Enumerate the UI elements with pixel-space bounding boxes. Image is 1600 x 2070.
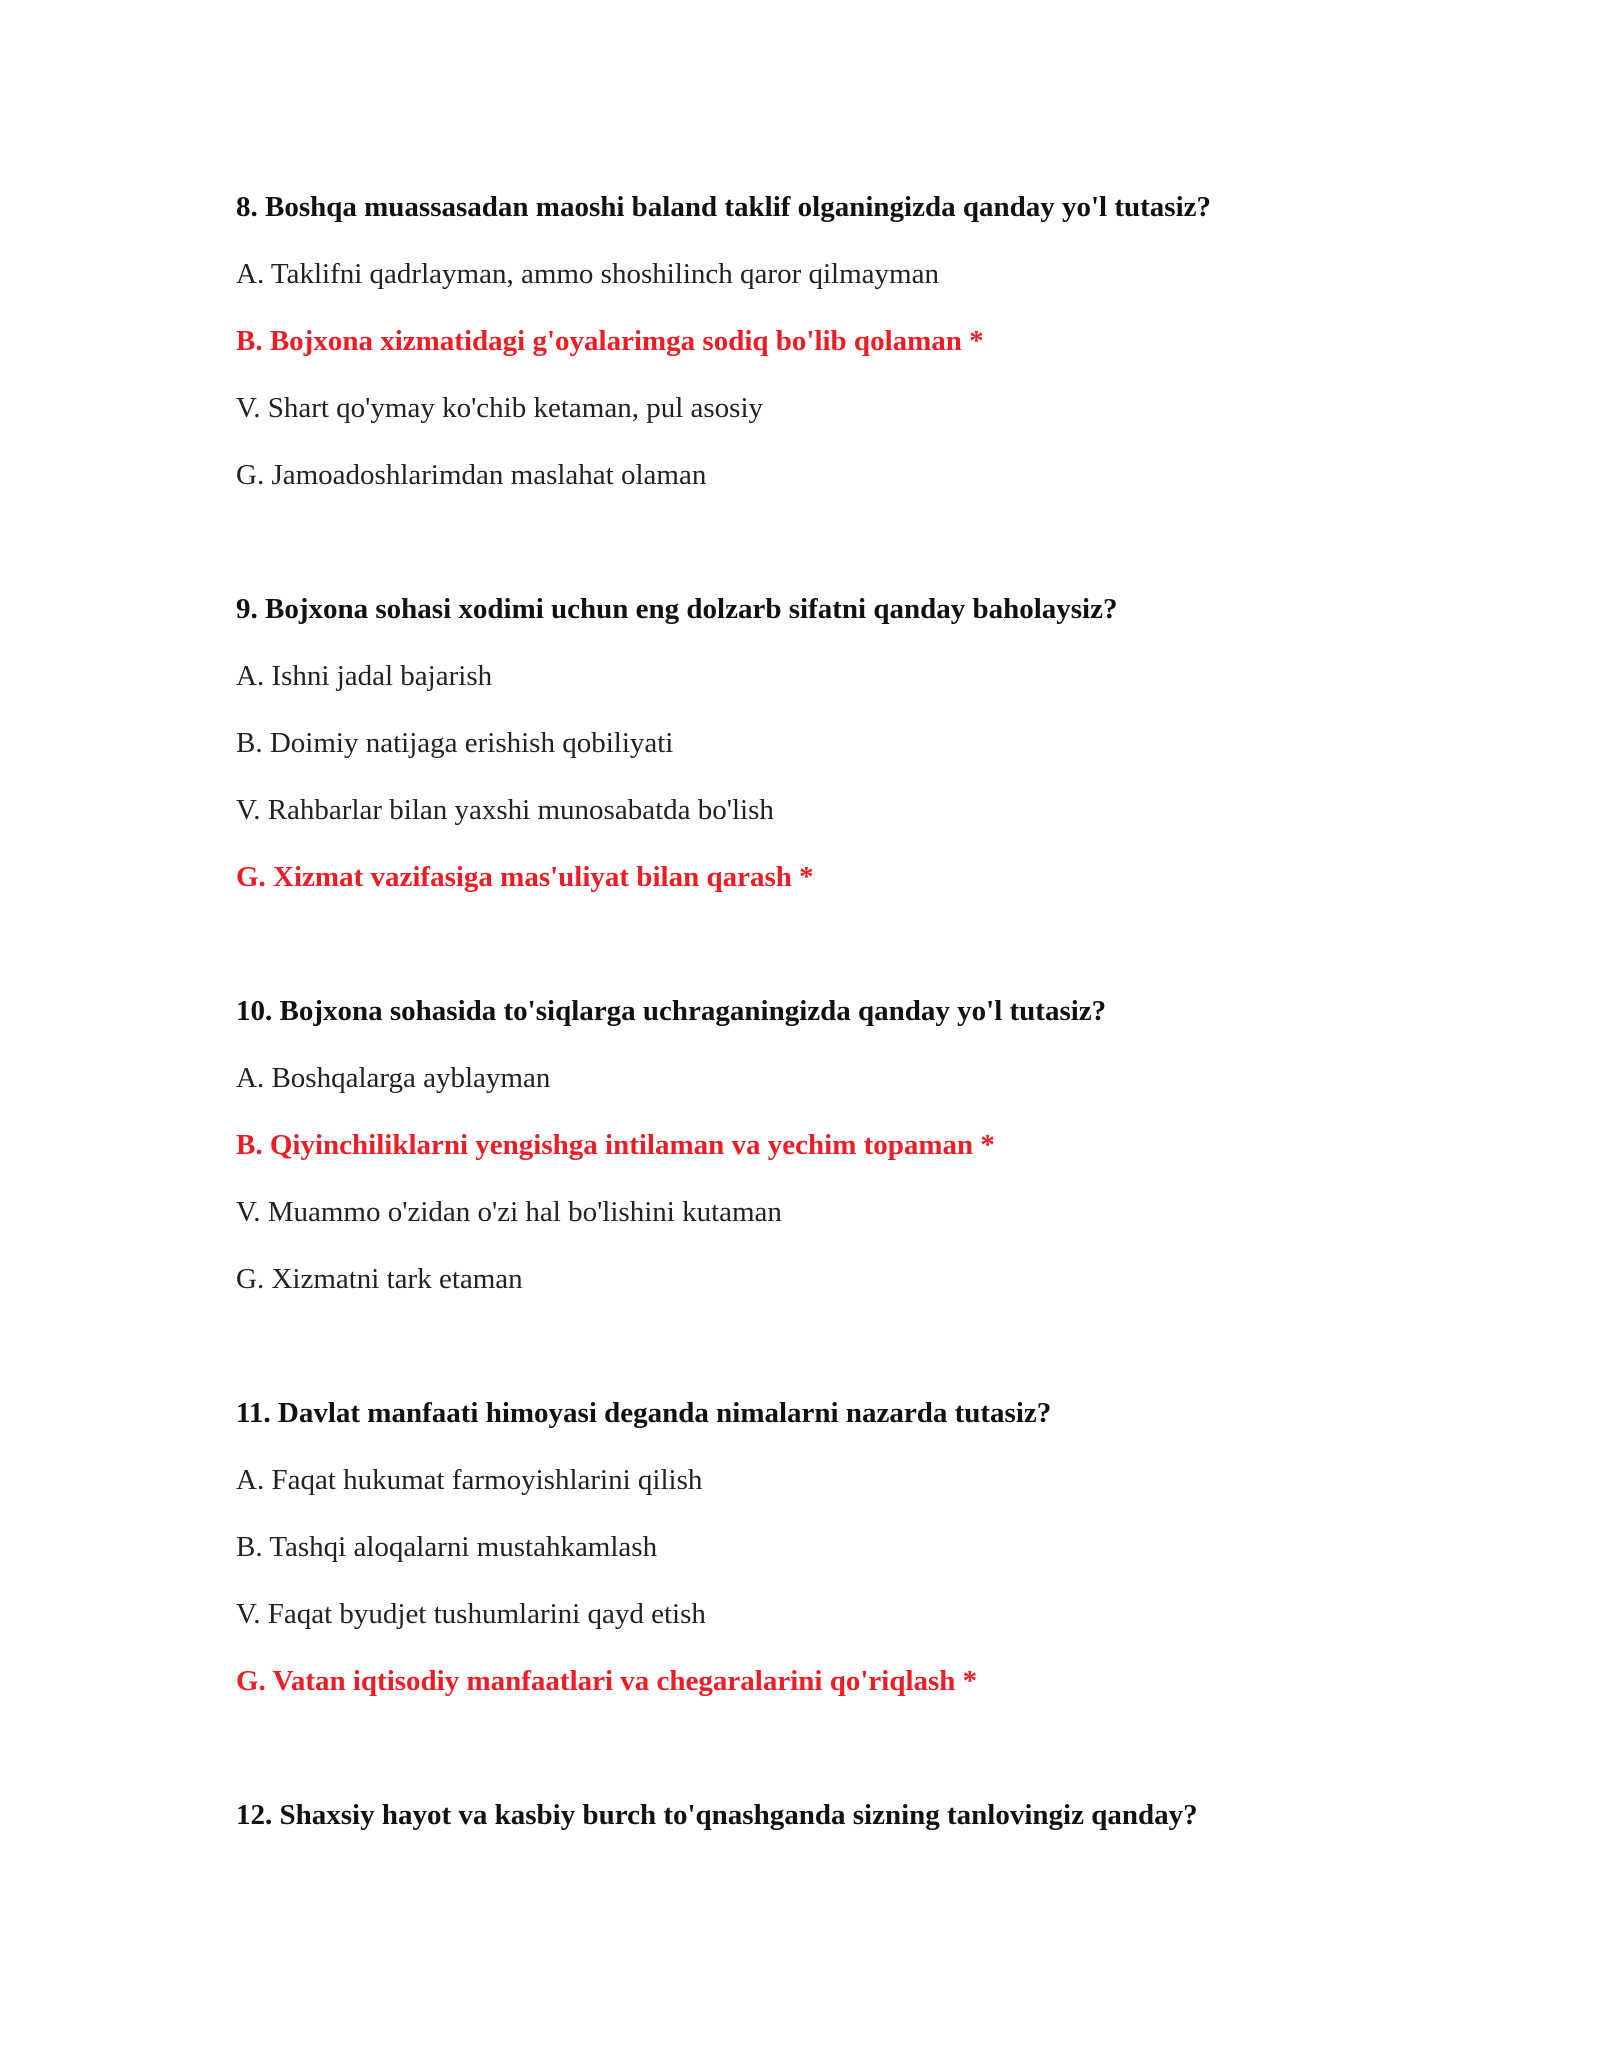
question-8-option-g: G. Jamoadoshlarimdan maslahat olaman (236, 459, 707, 491)
question-9: 9. Bojxona sohasi xodimi uchun eng dolzarb sifatni qanday baholaysiz? (236, 593, 1118, 625)
question-11-option-g-correct: G. Vatan iqtisodiy manfaatlari va chegaralarini qo'riqlash * (236, 1665, 978, 1697)
question-12: 12. Shaxsiy hayot va kasbiy burch to'qnashganda sizning tanlovingiz qanday? (236, 1799, 1198, 1831)
question-10-option-g: G. Xizmatni tark etaman (236, 1263, 523, 1295)
question-9-option-b: B. Doimiy natijaga erishish qobiliyati (236, 727, 674, 759)
question-11-option-a: A. Faqat hukumat farmoyishlarini qilish (236, 1464, 703, 1496)
question-11: 11. Davlat manfaati himoyasi deganda nimalarni nazarda tutasiz? (236, 1397, 1052, 1429)
question-10: 10. Bojxona sohasida to'siqlarga uchraganingizda qanday yo'l tutasiz? (236, 995, 1107, 1027)
question-10-option-a: A. Boshqalarga ayblayman (236, 1062, 551, 1094)
question-11-option-v: V. Faqat byudjet tushumlarini qayd etish (236, 1598, 706, 1630)
question-9-option-g-correct: G. Xizmat vazifasiga mas'uliyat bilan qarash * (236, 861, 814, 893)
question-8-option-v: V. Shart qo'ymay ko'chib ketaman, pul asosiy (236, 392, 764, 424)
question-10-option-b-correct: B. Qiyinchiliklarni yengishga intilaman va yechim topaman * (236, 1129, 995, 1161)
question-8: 8. Boshqa muassasadan maoshi baland taklif olganingizda qanday yo'l tutasiz? (236, 191, 1211, 223)
question-9-option-a: A. Ishni jadal bajarish (236, 660, 493, 692)
question-11-option-b: B. Tashqi aloqalarni mustahkamlash (236, 1531, 658, 1563)
question-9-option-v: V. Rahbarlar bilan yaxshi munosabatda bo'lish (236, 794, 774, 826)
question-8-option-b-correct: B. Bojxona xizmatidagi g'oyalarimga sodiq bo'lib qolaman * (236, 325, 984, 357)
question-8-option-a: A. Taklifni qadrlayman, ammo shoshilinch qaror qilmayman (236, 258, 939, 290)
question-10-option-v: V. Muammo o'zidan o'zi hal bo'lishini kutaman (236, 1196, 782, 1228)
